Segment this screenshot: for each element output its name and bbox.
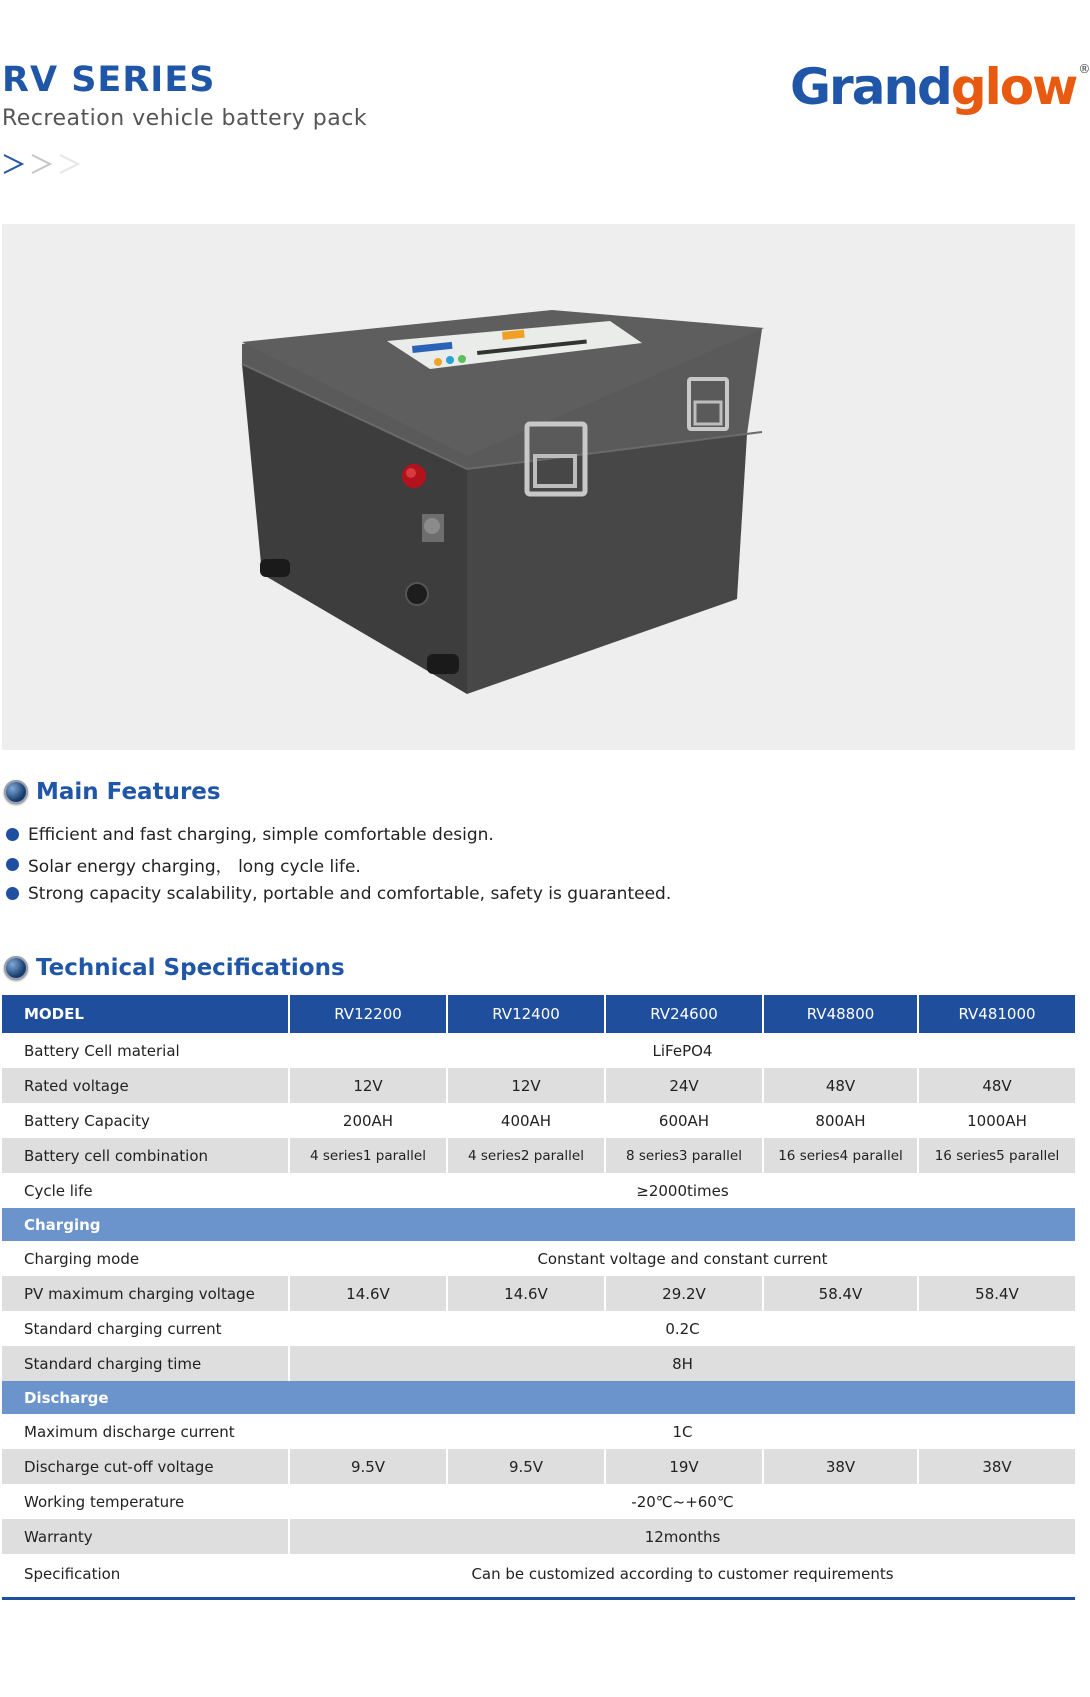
- table-row: [2, 1138, 1075, 1173]
- chevron-right-icon: [32, 155, 50, 173]
- header-model: RV48800: [763, 995, 918, 1033]
- row-value: 16 series4 parallel: [763, 1138, 918, 1173]
- chevron-right-icon: [4, 155, 22, 173]
- page-title: RV SERIES: [2, 60, 216, 100]
- table-row: [2, 1103, 1075, 1138]
- table-row: [2, 1311, 1075, 1346]
- chevron-decoration: [2, 152, 92, 176]
- group-row-discharge: [2, 1381, 1075, 1414]
- row-label: Battery Cell material: [2, 1033, 289, 1068]
- row-label: Standard charging current: [2, 1311, 289, 1346]
- row-value: 14.6V: [289, 1276, 447, 1311]
- specs-table: [2, 995, 1075, 1594]
- features-heading: [4, 779, 221, 805]
- row-label: Battery cell combination: [2, 1138, 289, 1173]
- logo-grand: Grand: [790, 58, 951, 116]
- row-value: 24V: [605, 1068, 763, 1103]
- row-value: 4 series1 parallel: [289, 1138, 447, 1173]
- row-value: 400AH: [447, 1103, 605, 1138]
- row-value: 9.5V: [447, 1449, 605, 1484]
- group-label: Charging: [2, 1208, 1075, 1241]
- group-row-charging: [2, 1208, 1075, 1241]
- table-row: [2, 1519, 1075, 1554]
- features-list: [6, 820, 671, 909]
- header-model: RV12400: [447, 995, 605, 1033]
- row-label: PV maximum charging voltage: [2, 1276, 289, 1311]
- header-model: RV12200: [289, 995, 447, 1033]
- row-label: Rated voltage: [2, 1068, 289, 1103]
- row-value: 19V: [605, 1449, 763, 1484]
- group-label: Discharge: [2, 1381, 1075, 1414]
- row-value: 9.5V: [289, 1449, 447, 1484]
- row-value: 0.2C: [289, 1311, 1075, 1346]
- feature-item: [6, 879, 671, 909]
- product-image: [2, 224, 1075, 750]
- table-row: [2, 1173, 1075, 1208]
- globe-orb-icon: [4, 780, 28, 804]
- row-label: Maximum discharge current: [2, 1414, 289, 1449]
- table-row: [2, 1449, 1075, 1484]
- page-subtitle: Recreation vehicle battery pack: [2, 106, 368, 131]
- row-value: 1000AH: [918, 1103, 1075, 1138]
- row-value: 48V: [918, 1068, 1075, 1103]
- table-row: [2, 1068, 1075, 1103]
- row-value: 12V: [447, 1068, 605, 1103]
- table-row: [2, 1484, 1075, 1519]
- table-header-row: [2, 995, 1075, 1033]
- row-label: Working temperature: [2, 1484, 289, 1519]
- row-value: ≥2000times: [289, 1173, 1075, 1208]
- table-row: [2, 1346, 1075, 1381]
- header-model-label: MODEL: [2, 995, 289, 1033]
- row-label: Cycle life: [2, 1173, 289, 1208]
- header-model: RV24600: [605, 995, 763, 1033]
- feature-text: Efficient and fast charging, simple comfortable design.: [28, 824, 494, 845]
- specs-heading: [4, 955, 345, 981]
- row-value: 16 series5 parallel: [918, 1138, 1075, 1173]
- row-value: 4 series2 parallel: [447, 1138, 605, 1173]
- specs-heading-label: Technical Specifications: [36, 955, 345, 981]
- row-value: 14.6V: [447, 1276, 605, 1311]
- feature-text: Strong capacity scalability, portable and comfortable, safety is guaranteed.: [28, 883, 672, 904]
- features-heading-label: Main Features: [36, 779, 221, 805]
- row-value: 58.4V: [918, 1276, 1075, 1311]
- row-label: Battery Capacity: [2, 1103, 289, 1138]
- row-value: 8H: [289, 1346, 1075, 1381]
- brand-logo: [790, 58, 1090, 116]
- row-value: 12V: [289, 1068, 447, 1103]
- table-row: [2, 1033, 1075, 1068]
- row-label: Discharge cut-off voltage: [2, 1449, 289, 1484]
- table-row: [2, 1276, 1075, 1311]
- row-value: 600AH: [605, 1103, 763, 1138]
- row-value: 800AH: [763, 1103, 918, 1138]
- bullet-dot-icon: [6, 858, 19, 871]
- table-row: [2, 1554, 1075, 1594]
- row-label: Charging mode: [2, 1241, 289, 1276]
- row-label: Standard charging time: [2, 1346, 289, 1381]
- row-value: 29.2V: [605, 1276, 763, 1311]
- row-value: 8 series3 parallel: [605, 1138, 763, 1173]
- feature-text: Solar energy charging， long cycle life.: [28, 856, 361, 877]
- registered-mark: ®: [1078, 62, 1090, 76]
- row-label: Specification: [2, 1554, 289, 1594]
- row-value: 58.4V: [763, 1276, 918, 1311]
- row-value: 1C: [289, 1414, 1075, 1449]
- table-row: [2, 1414, 1075, 1449]
- row-value: LiFePO4: [289, 1033, 1075, 1068]
- row-value: 12months: [289, 1519, 1075, 1554]
- chevron-right-icon: [60, 155, 78, 173]
- row-value: Can be customized according to customer requirements: [289, 1554, 1075, 1594]
- bullet-dot-icon: [6, 828, 19, 841]
- table-bottom-rule: [2, 1597, 1075, 1600]
- row-value: -20℃~+60℃: [289, 1484, 1075, 1519]
- table-row: [2, 1241, 1075, 1276]
- feature-item: [6, 850, 671, 880]
- logo-glow: glow: [950, 58, 1077, 116]
- bullet-dot-icon: [6, 887, 19, 900]
- globe-orb-icon: [4, 956, 28, 980]
- header-model: RV481000: [918, 995, 1075, 1033]
- feature-item: [6, 820, 671, 850]
- row-value: 38V: [763, 1449, 918, 1484]
- battery-pack-illustration: [2, 224, 1075, 750]
- row-value: 48V: [763, 1068, 918, 1103]
- row-value: Constant voltage and constant current: [289, 1241, 1075, 1276]
- row-value: 200AH: [289, 1103, 447, 1138]
- row-value: 38V: [918, 1449, 1075, 1484]
- row-label: Warranty: [2, 1519, 289, 1554]
